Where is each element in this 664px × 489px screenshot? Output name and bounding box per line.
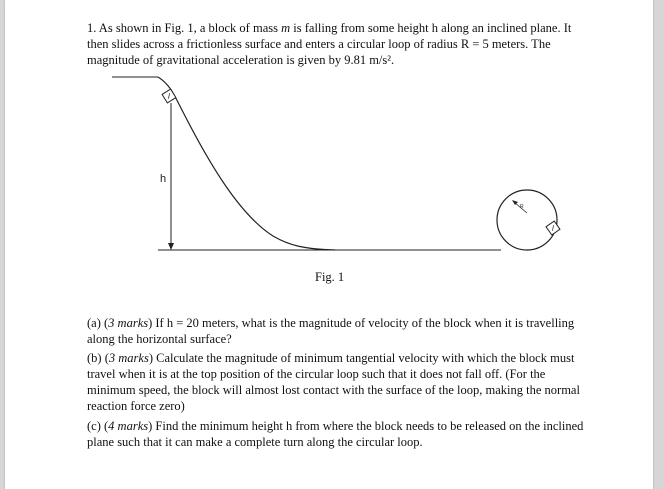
figure-caption: Fig. 1 xyxy=(315,270,345,284)
mass-symbol: m xyxy=(281,21,291,35)
figure-1-diagram xyxy=(5,0,653,300)
height-arrowhead xyxy=(168,243,174,250)
circular-loop xyxy=(497,190,557,250)
block-in-loop xyxy=(546,221,560,235)
document-page xyxy=(5,0,653,489)
part-a: (a) (3 marks) If h = 20 meters, what is the magnitude of velocity of the block when it is travelling along the horizontal surface? xyxy=(87,316,575,346)
part-c: (c) (4 marks) Find the minimum height h from where the block needs to be released on the inclined plane such that it can make a complete turn along the circular loop. xyxy=(87,419,584,449)
radius-label: R xyxy=(520,204,524,210)
incline-curve xyxy=(158,77,335,250)
part-b-marks: 3 marks xyxy=(108,351,149,365)
problem-statement: 1. As shown in Fig. 1, a block of mass m is falling from some height h along an inclined plane. It then slides across a frictionless surface and enters a circular loop of radius R = 5 meters. The magnitude of gravitational acceleration is given by 9.81 m/s². xyxy=(87,21,572,67)
part-a-marks: 3 marks xyxy=(108,316,149,330)
height-label: h xyxy=(160,173,167,185)
block-on-incline xyxy=(162,89,176,103)
part-c-marks: 4 marks xyxy=(108,419,149,433)
part-b: (b) (3 marks) Calculate the magnitude of minimum tangential velocity with which the block must travel when it is at the top position of the circular loop such that it does not fall off. (For the minimum speed, the block will almost lost contact with the surface of the loop, making the normal reaction force zero) xyxy=(87,351,580,413)
